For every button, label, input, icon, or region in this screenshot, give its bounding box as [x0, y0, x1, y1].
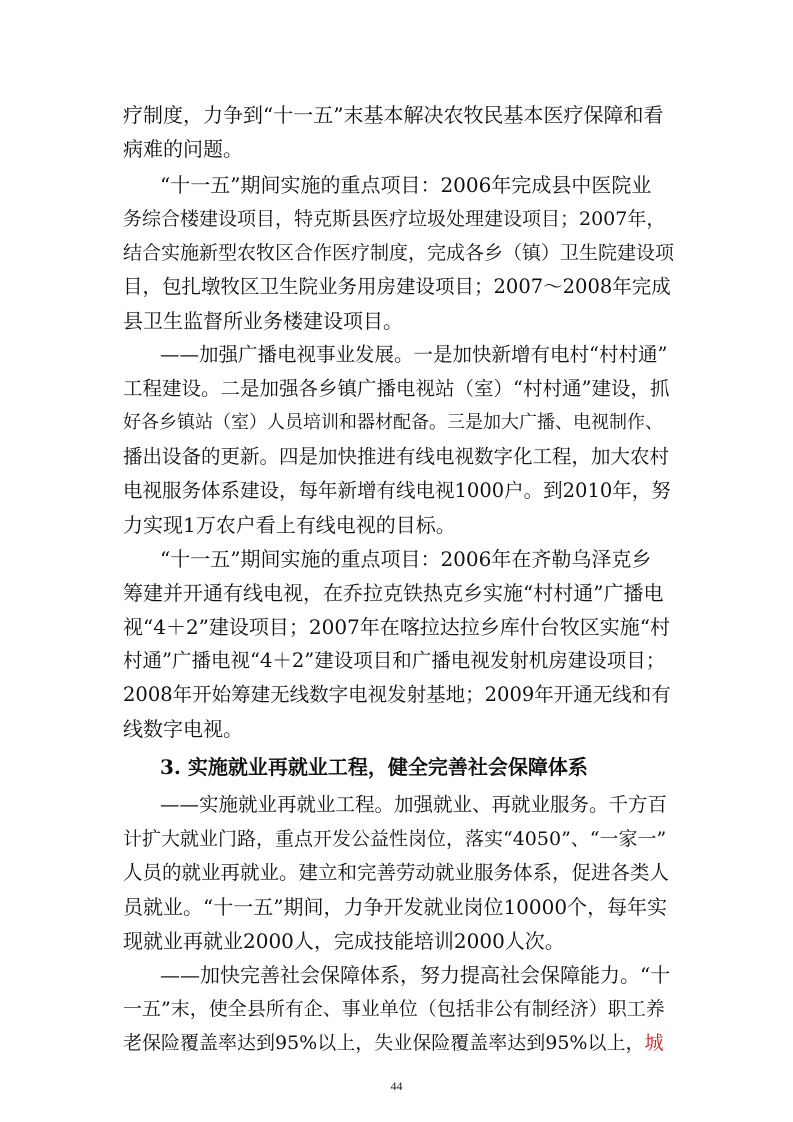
- body-text-line: 县卫生监督所业务楼建设项目。: [123, 309, 403, 333]
- body-text-line: 计扩大就业门路，重点开发公益性岗位，落实“4050”、“一家一”: [123, 828, 667, 850]
- body-text-line: 村通”广播电视“4＋2”建设项目和广播电视发射机房建设项目；: [123, 649, 666, 672]
- highlighted-char: 城: [644, 1032, 664, 1054]
- body-text-line: 现就业再就业2000人，完成技能培训2000人次。: [123, 929, 565, 953]
- body-text-line: 人员的就业再就业。建立和完善劳动就业服务体系，促进各类人: [123, 861, 670, 884]
- body-text-line: 播出设备的更新。四是加快推进有线电视数字化工程，加大农村: [123, 445, 670, 468]
- body-text-line: 线数字电视。: [123, 717, 243, 741]
- body-text-line: 结合实施新型农牧区合作医疗制度，完成各乡（镇）卫生院建设项: [123, 242, 675, 264]
- body-text-line-last: [123, 1028, 663, 1058]
- body-text-line: 务综合楼建设项目，特克斯县医疗垃圾处理建设项目；2007年，: [123, 208, 666, 230]
- body-text-line: 工程建设。二是加强各乡镇广播电视站（室）“村村通”建设，抓: [123, 377, 670, 400]
- body-text-line: ——加强广播电视事业发展。一是加快新增有电村“村村通”: [160, 343, 668, 366]
- page-number: 44: [390, 1079, 403, 1093]
- body-text-line: 力实现1万农户看上有线电视的目标。: [123, 513, 456, 537]
- body-text-line: “十一五”期间实施的重点项目：2006年在齐勒乌泽克乡: [160, 547, 652, 571]
- body-text-line: 电视服务体系建设，每年新增有线电视1000户。到2010年，努: [123, 479, 671, 502]
- section-heading: 3. 实施就业再就业工程，健全完善社会保障体系: [160, 755, 588, 779]
- body-text-line: 视“4＋2”建设项目；2007年在喀拉达拉乡库什台牧区实施“村: [123, 615, 671, 639]
- last-line-text: 老保险覆盖率达到95%以上，失业保险覆盖率达到95%以上，: [123, 1032, 645, 1054]
- body-text-line: 员就业。“十一五”期间，力争开发就业岗位10000个，每年实: [123, 895, 668, 919]
- body-text-line: 2008年开始筹建无线数字电视发射基地；2009年开通无线和有: [123, 683, 671, 706]
- body-text-line: 目，包扎墩牧区卫生院业务用房建设项目；2007～2008年完成: [123, 275, 671, 298]
- body-text-line: 疗制度，力争到“十一五”末基本解决农牧民基本医疗保障和看: [123, 103, 664, 127]
- body-text-line: 一五”末，使全县所有企、事业单位（包括非公有制经济）职工养: [123, 998, 665, 1020]
- body-text-line: ——实施就业再就业工程。加强就业、再就业服务。千方百: [160, 793, 668, 816]
- body-text-line: 好各乡镇站（室）人员培训和器材配备。三是加大广播、电视制作、: [123, 412, 663, 433]
- body-text-line: “十一五”期间实施的重点项目：2006年完成县中医院业: [160, 173, 652, 197]
- body-text-line: ——加快完善社会保障体系，努力提高社会保障能力。“十: [160, 963, 671, 987]
- body-text-line: 病难的问题。: [123, 137, 243, 161]
- body-text-line: 筹建并开通有线电视，在乔拉克铁热克乡实施“村村通”广播电: [123, 581, 664, 605]
